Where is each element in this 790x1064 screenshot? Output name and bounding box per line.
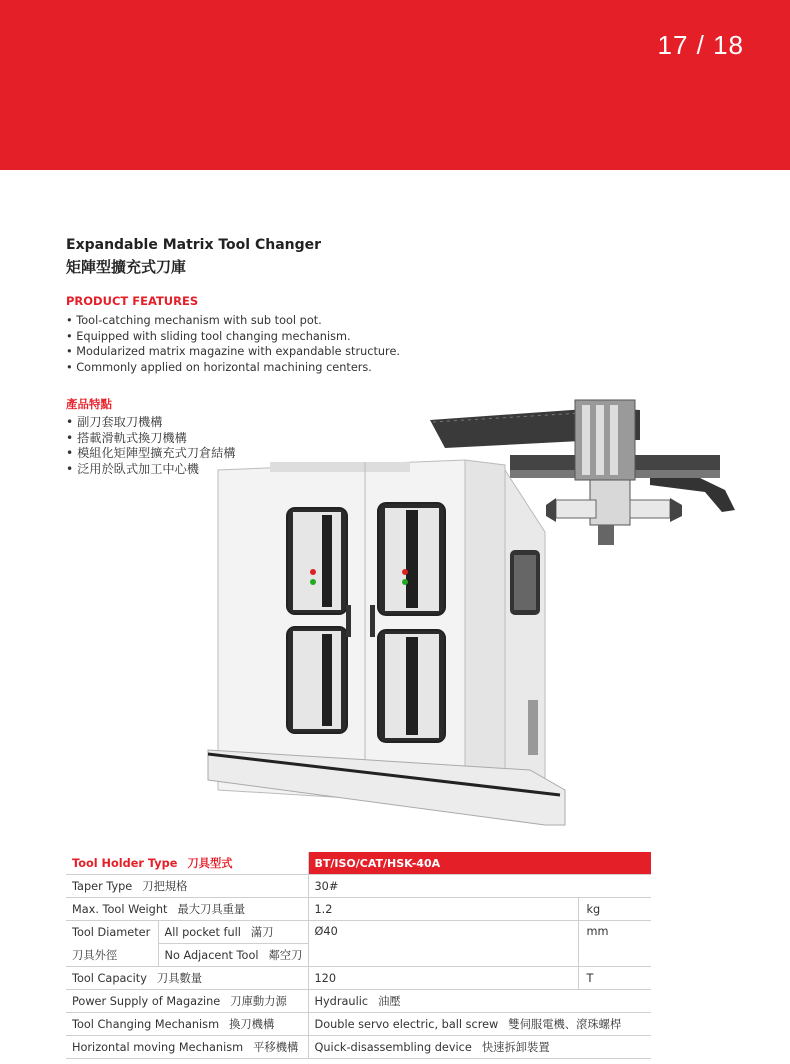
page-number: 17 / 18 [657, 30, 744, 60]
feature-item: • Commonly applied on horizontal machining centers. [66, 360, 400, 376]
spec-row-moving: Horizontal moving Mechanism 平移機構 Quick-disassembling device 快速拆卸裝置 [66, 1036, 651, 1059]
features-heading-chinese: 產品特點 [66, 397, 112, 411]
spec-row-changing: Tool Changing Mechanism 換刀機構 Double servo electric, ball screw 雙伺服電機、滾珠螺桿 [66, 1013, 651, 1036]
features-list-english [66, 313, 400, 375]
spec-row-diameter-adjacent: 刀具外徑 No Adjacent Tool 鄰空刀 [66, 944, 651, 967]
feature-item: • 副刀套取刀機構 [66, 415, 236, 431]
spec-row-capacity: Tool Capacity 刀具數量 120 T [66, 967, 651, 990]
spec-row-power: Power Supply of Magazine 刀庫動力源 Hydraulic 油壓 [66, 990, 651, 1013]
spec-header-label: Tool Holder Type 刀具型式 [66, 852, 308, 875]
header-banner [0, 0, 790, 170]
feature-item: • 搭載滑軌式換刀機構 [66, 431, 236, 447]
spec-row-diameter-full: Tool Diameter All pocket full 滿刀 Ø40 mm [66, 921, 651, 944]
spec-header-value: BT/ISO/CAT/HSK-40A [308, 852, 651, 875]
spec-row-taper: Taper Type 刀把規格 30# [66, 875, 651, 898]
feature-item: • Equipped with sliding tool changing mechanism. [66, 329, 400, 345]
spec-table [66, 852, 651, 1059]
feature-item: • Modularized matrix magazine with expandable structure. [66, 344, 400, 360]
spec-header-row [66, 852, 651, 875]
feature-item: • Tool-catching mechanism with sub tool pot. [66, 313, 400, 329]
product-features-heading: PRODUCT FEATURES [66, 294, 199, 308]
title-english: Expandable Matrix Tool Changer [66, 237, 322, 253]
feature-item: • 模組化矩陣型擴充式刀倉結構 [66, 446, 236, 462]
feature-item: • 泛用於臥式加工中心機 [66, 462, 236, 478]
spec-row-weight: Max. Tool Weight 最大刀具重量 1.2 kg [66, 898, 651, 921]
tool-changer-machine-image [200, 395, 760, 835]
title-chinese: 矩陣型擴充式刀庫 [66, 258, 187, 276]
